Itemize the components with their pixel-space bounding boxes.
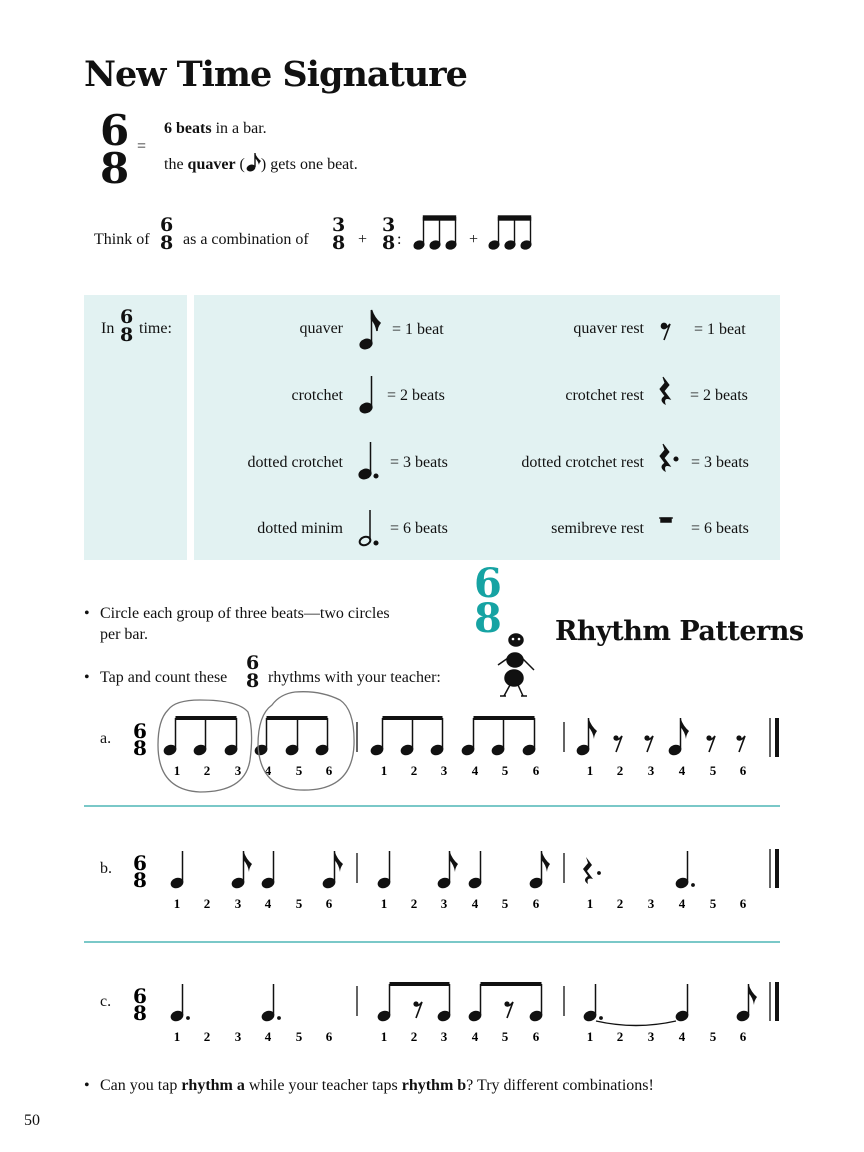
beat-count: 4 [264, 763, 272, 778]
note-value: = 2 beats [387, 387, 445, 404]
note-beam [474, 716, 535, 720]
table-intro: In [101, 320, 115, 337]
beat-count: 4 [471, 1029, 479, 1044]
augmentation-dot [186, 1016, 190, 1020]
instruction-tap: Tap and count these [100, 669, 228, 686]
beat-count: 2 [203, 1029, 211, 1044]
beat-count: 4 [264, 896, 272, 911]
rest-value: = 3 beats [691, 454, 749, 471]
time-signature-3-8-a: 3 8 [332, 214, 346, 255]
beat-count: 3 [647, 896, 655, 911]
page-title: New Time Signature [84, 54, 467, 95]
time-signature-bottom: 8 [133, 868, 147, 892]
beat-count: 2 [410, 763, 418, 778]
beat-count: 6 [532, 1029, 540, 1044]
note-flag [542, 851, 551, 872]
beat-count: 2 [410, 896, 418, 911]
beat-count: 5 [501, 763, 509, 778]
beat-count: 5 [709, 1029, 717, 1044]
beat-count: 6 [325, 763, 333, 778]
rest-name: crotchet rest [565, 387, 644, 404]
augmentation-dot [597, 871, 601, 875]
table-time-signature: 6 8 [120, 306, 134, 347]
beat-count: 1 [586, 763, 594, 778]
beat-count: 3 [440, 763, 448, 778]
rest-name: semibreve rest [551, 520, 644, 537]
note-beam [383, 716, 443, 720]
beat-count: 5 [709, 896, 717, 911]
definition-line-1: 6 beats in a bar. [164, 120, 267, 137]
combo-middle: as a combination of [183, 231, 309, 248]
bullet-dot: • [84, 669, 90, 686]
note-name: dotted minim [257, 520, 343, 537]
note-flag [681, 718, 690, 739]
note-flag [450, 851, 459, 872]
beat-count: 6 [739, 896, 747, 911]
beat-count: 6 [532, 763, 540, 778]
note-name: quaver [299, 320, 343, 337]
beat-count: 3 [440, 1029, 448, 1044]
rest-name: dotted crotchet rest [521, 454, 644, 471]
rest-value: = 6 beats [691, 520, 749, 537]
beat-count: 2 [203, 896, 211, 911]
beat-count: 3 [234, 896, 242, 911]
beat-count: 6 [739, 763, 747, 778]
beat-count: 6 [325, 1029, 333, 1044]
beat-count: 3 [234, 1029, 242, 1044]
beat-count: 5 [501, 1029, 509, 1044]
beat-count: 2 [616, 1029, 624, 1044]
beat-count: 2 [203, 763, 211, 778]
augmentation-dot [277, 1016, 281, 1020]
time-signature-top: 6 [133, 851, 147, 875]
beat-count: 2 [410, 1029, 418, 1044]
note-name: crotchet [291, 387, 343, 404]
beat-count: 3 [234, 763, 242, 778]
note-flag [589, 718, 598, 739]
bullet-time-signature: 6 8 [246, 652, 260, 693]
drawn-circle [258, 692, 354, 790]
ts-top: 6 [100, 106, 130, 155]
row-label-b: b. [100, 860, 112, 877]
bullet-dot: • [84, 605, 90, 622]
section-title: Rhythm Patterns [555, 616, 804, 647]
beat-count: 2 [616, 896, 624, 911]
beat-count: 4 [471, 763, 479, 778]
time-signature-small: 6 8 [160, 214, 174, 255]
beat-count: 3 [647, 1029, 655, 1044]
note-beam [176, 716, 237, 720]
beat-count: 6 [325, 896, 333, 911]
beat-count: 1 [173, 896, 181, 911]
beat-count: 5 [295, 896, 303, 911]
note-name: dotted crotchet [247, 454, 343, 471]
beat-count: 1 [173, 763, 181, 778]
final-barline [775, 849, 779, 888]
time-signature-bottom: 8 [133, 736, 147, 760]
instruction-combination: Can you tap rhythm a while your teacher taps rhythm b? Try different combinations! [100, 1077, 654, 1094]
beat-count: 5 [501, 896, 509, 911]
table-intro-time: time: [139, 320, 172, 337]
combo-intro: Think of [94, 231, 150, 248]
beat-count: 1 [380, 763, 388, 778]
beat-count: 6 [739, 1029, 747, 1044]
final-barline [775, 982, 779, 1021]
mascot-time-signature: 6 8 [474, 560, 502, 643]
note-flag [749, 984, 758, 1005]
beat-count: 4 [264, 1029, 272, 1044]
note-flag [335, 851, 344, 872]
beat-count: 4 [678, 763, 686, 778]
time-signature-top: 6 [133, 719, 147, 743]
time-signature-3-8-b: 3 8 [382, 214, 396, 255]
note-value: = 3 beats [390, 454, 448, 471]
beat-count: 5 [295, 1029, 303, 1044]
note-flag [244, 851, 253, 872]
beat-count: 2 [616, 763, 624, 778]
beat-count: 1 [380, 896, 388, 911]
instruction-circle: Circle each group of three beats—two circles [100, 605, 390, 622]
beat-count: 1 [586, 1029, 594, 1044]
combo-plus-1: + [358, 231, 368, 248]
beat-count: 5 [295, 763, 303, 778]
time-signature-bottom: 8 [133, 1001, 147, 1025]
rest-value: = 2 beats [690, 387, 748, 404]
crotchet-rest-icon [583, 857, 593, 884]
beat-count: 4 [678, 1029, 686, 1044]
instruction-tap-end: rhythms with your teacher: [268, 669, 441, 686]
note-beam [481, 982, 542, 986]
note-beam [267, 716, 328, 720]
ts-bottom: 8 [100, 143, 130, 193]
bullet-dot: • [84, 1077, 90, 1094]
equals-sign: = [137, 138, 147, 155]
beat-count: 1 [173, 1029, 181, 1044]
row-label-a: a. [100, 730, 112, 747]
augmentation-dot [599, 1016, 603, 1020]
definition-line-2: the quaver ( ) gets one beat. [164, 152, 358, 174]
row-label-c: c. [100, 993, 112, 1010]
beat-count: 1 [586, 896, 594, 911]
final-barline [775, 718, 779, 757]
rest-name: quaver rest [573, 320, 644, 337]
rest-value: = 1 beat [694, 321, 746, 338]
beat-count: 3 [647, 763, 655, 778]
beat-count: 5 [709, 763, 717, 778]
beat-count: 6 [532, 896, 540, 911]
instruction-circle-cont: per bar. [100, 626, 148, 643]
note-value: = 1 beat [392, 321, 444, 338]
note-beam [390, 982, 450, 986]
note-value: = 6 beats [390, 520, 448, 537]
tie [596, 1021, 676, 1026]
beat-count: 4 [678, 896, 686, 911]
beat-count: 1 [380, 1029, 388, 1044]
combo-plus-2: + [469, 231, 479, 248]
combo-colon: : [397, 231, 402, 248]
beat-count: 4 [471, 896, 479, 911]
page-number: 50 [24, 1112, 40, 1129]
augmentation-dot [691, 883, 695, 887]
time-signature-top: 6 [133, 984, 147, 1008]
beat-count: 3 [440, 896, 448, 911]
